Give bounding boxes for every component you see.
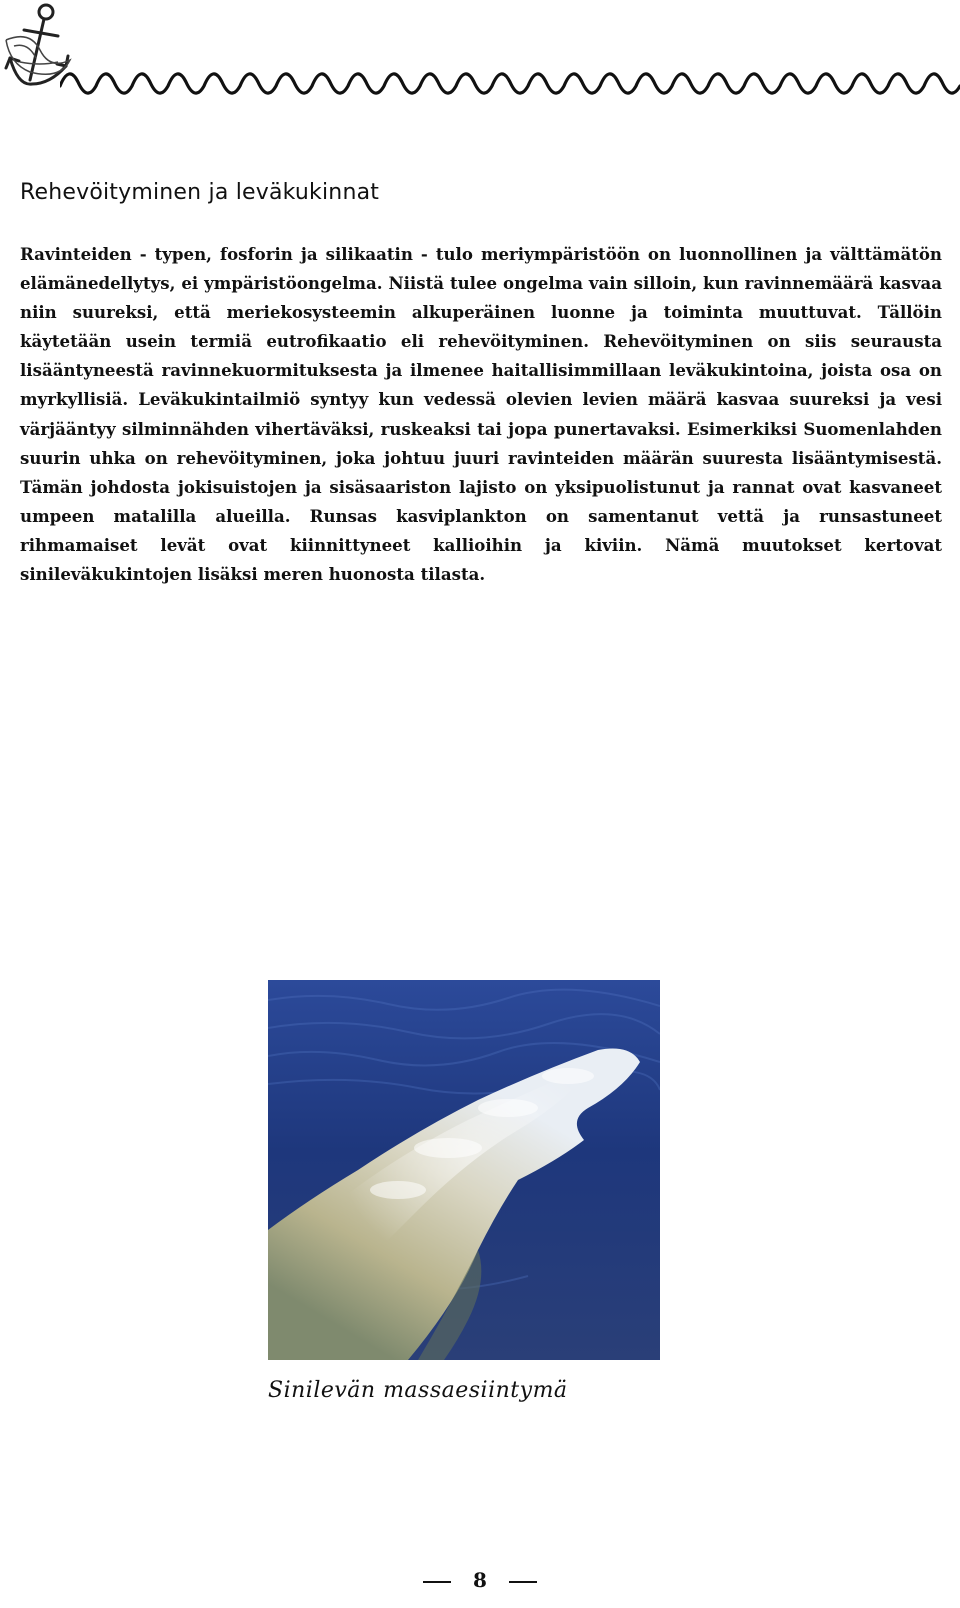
algae-bloom-photo	[268, 980, 660, 1360]
page-header	[0, 0, 960, 120]
photo-caption: Sinilevän massaesiintymä	[268, 1378, 568, 1403]
left-dash	[423, 1581, 451, 1583]
wave-divider	[60, 52, 960, 112]
page-title: Rehevöityminen ja leväkukinnat	[20, 180, 380, 205]
right-dash	[509, 1581, 537, 1583]
body-paragraph: Ravinteiden - typen, fosforin ja silikaatin - tulo meriympäristöön on luonnollinen ja välttämätön elämänedellytys, ei ympäristöongelma. Niistä tulee ongelma vain silloin, kun ravinnemäärä kasvaa niin suureksi, että meriekosysteemin alkuperäinen luonne ja toiminta muuttuvat. Tällöin käytetään usein termiä eutrofikaatio eli rehevöityminen. Rehevöityminen on siis seurausta lisääntyneestä ravinnekuormituksesta ja ilmenee haitallisimmillaan leväkukintoina, joista osa on myrkyllisiä. Leväkukintailmiö syntyy kun vedessä olevien levien määrä kasvaa suureksi ja vesi värjääntyy silminnähden vihertäväksi, ruskeaksi tai jopa punertavaksi. Esimerkiksi Suomenlahden suurin uhka on rehevöityminen, joka johtuu juuri ravinteiden määrän suuresta lisääntymisestä. Tämän johdosta jokisuistojen ja sisäsaariston lajisto on yksipuolistunut ja rannat ovat kasvaneet umpeen matalilla alueilla. Runsas kasviplankton on samentanut vettä ja runsastuneet rihmamaiset levät ovat kiinnittyneet kallioihin ja kiviin. Nämä muutokset kertovat sinileväkukintojen lisäksi meren huonosta tilasta.	[20, 244, 942, 585]
page-number-footer	[0, 1568, 960, 1592]
page-number: 8	[473, 1568, 487, 1592]
